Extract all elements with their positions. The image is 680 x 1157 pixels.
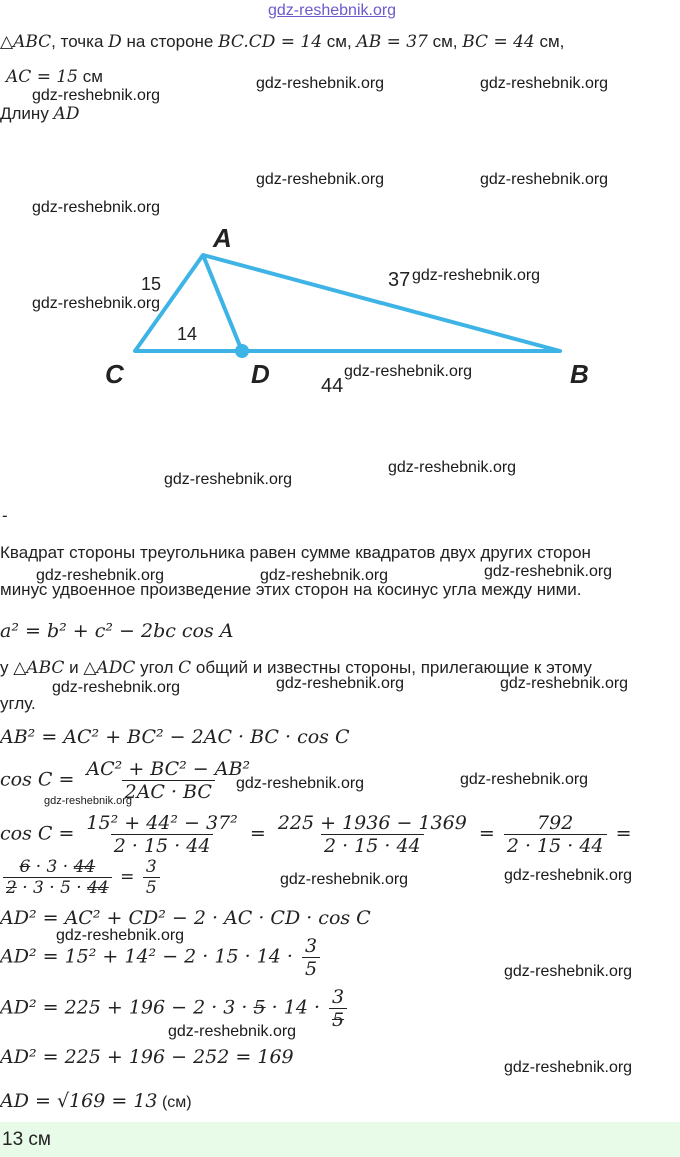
common-angle-line-2: углу. xyxy=(0,694,36,713)
text: у xyxy=(0,658,14,677)
point-d: D xyxy=(108,32,122,52)
theory-line-2: минус удвоенное произведение этих сторон на косинус угла между ними. xyxy=(0,580,582,599)
watermark: gdz-reshebnik.org xyxy=(480,75,609,92)
triangle-adc: △ADC xyxy=(83,658,136,678)
eq3-fraction-3 xyxy=(504,812,607,857)
eq3-fraction-1 xyxy=(83,812,240,857)
answer-text: 13 см xyxy=(2,1129,51,1150)
eq4-fraction-cancel xyxy=(3,857,112,898)
watermark: gdz-reshebnik.org xyxy=(388,459,517,476)
watermark: gdz-reshebnik.org xyxy=(256,171,385,188)
numerator xyxy=(17,857,99,877)
cancelled-44: 44 xyxy=(73,857,96,877)
ac-value: AC = 15 xyxy=(6,67,78,87)
side-ab-label: 37 xyxy=(388,269,411,291)
text: угол xyxy=(135,658,179,677)
site-link[interactable]: gdz-reshebnik.org xyxy=(268,2,397,19)
eq3-fraction-2 xyxy=(275,812,470,857)
watermark: gdz-reshebnik.org xyxy=(276,675,405,692)
watermark: gdz-reshebnik.org xyxy=(236,775,365,792)
cd-value: CD = 14 xyxy=(248,32,323,52)
triangle-abc: △ABC xyxy=(0,32,52,52)
numerator: AC² + BC² − AB² xyxy=(86,758,251,780)
angle-c: C xyxy=(178,658,192,678)
text: общий и известны стороны, прилегающие к этому xyxy=(191,658,592,677)
equals: = xyxy=(478,822,495,845)
cancelled-6: 6 xyxy=(19,857,31,877)
watermark: gdz-reshebnik.org xyxy=(412,267,541,284)
equals: = xyxy=(120,867,135,887)
cancelled-44: 44 xyxy=(87,878,109,898)
side-cd-label: 14 xyxy=(177,324,198,344)
text: , точка xyxy=(51,32,109,51)
denominator: 2AC · BC xyxy=(122,780,215,803)
separator-dash: - xyxy=(2,506,8,525)
watermark: gdz-reshebnik.org xyxy=(460,771,589,788)
triangle-abc: △ABC xyxy=(13,658,65,678)
watermark: gdz-reshebnik.org xyxy=(504,867,633,884)
eq3-tail: = xyxy=(615,822,632,845)
cancelled-2: 2 xyxy=(6,878,17,898)
watermark: gdz-reshebnik.org xyxy=(52,679,181,696)
watermark: gdz-reshebnik.org xyxy=(32,295,161,312)
equation-9 xyxy=(0,1090,192,1112)
eq6-text: AD² = 15² + 14² − 2 · 15 · 14 · xyxy=(0,945,293,968)
watermark: gdz-reshebnik.org xyxy=(500,675,629,692)
equation-4 xyxy=(0,857,163,898)
watermark: gdz-reshebnik.org xyxy=(36,567,165,584)
watermark: gdz-reshebnik.org xyxy=(44,795,133,807)
text: · 3 · xyxy=(30,857,74,877)
denominator: 5 xyxy=(143,877,160,898)
unit: см xyxy=(77,67,103,86)
bc-value: BC = 44 xyxy=(462,32,535,52)
watermark: gdz-reshebnik.org xyxy=(32,87,161,104)
ab-value: AB = 37 xyxy=(356,32,428,52)
side-bc-label: 44 xyxy=(321,375,344,397)
answer-box xyxy=(0,1122,680,1157)
unit: см, xyxy=(322,32,357,51)
equation-3 xyxy=(0,812,631,857)
watermark: gdz-reshebnik.org xyxy=(280,871,409,888)
text: и xyxy=(64,658,84,677)
watermark: gdz-reshebnik.org xyxy=(484,563,613,580)
problem-line-2 xyxy=(6,67,103,87)
equation-1: AB² = AC² + BC² − 2AC · BC · cos C xyxy=(0,726,350,748)
watermark: gdz-reshebnik.org xyxy=(480,171,609,188)
eq7-fraction xyxy=(329,986,347,1031)
text: Длину xyxy=(0,104,54,123)
label-a: A xyxy=(213,223,232,253)
watermark: gdz-reshebnik.org xyxy=(504,963,633,980)
watermark: gdz-reshebnik.org xyxy=(504,1059,633,1076)
equation-5: AD² = AC² + CD² − 2 · AC · CD · cos C xyxy=(0,907,371,929)
theory-line-1: Квадрат стороны треугольника равен сумме квадратов двух других сторон xyxy=(0,543,591,562)
watermark: gdz-reshebnik.org xyxy=(56,927,185,944)
numerator: 15² + 44² − 37² xyxy=(86,812,238,834)
ad-var: AD xyxy=(53,104,80,124)
denominator: 2 · 15 · 44 xyxy=(111,834,214,857)
label-c: C xyxy=(105,359,124,389)
problem-line-1 xyxy=(0,32,564,52)
segment-ad xyxy=(203,255,242,351)
watermark: gdz-reshebnik.org xyxy=(344,363,473,380)
numerator: 225 + 1936 − 1369 xyxy=(277,812,467,834)
eq7-text: · 14 · xyxy=(265,996,320,1019)
denominator: 5 xyxy=(302,957,320,980)
side-ac-label: 15 xyxy=(141,274,162,294)
side-bc: BC. xyxy=(218,32,249,52)
text: · 3 · 5 · xyxy=(16,878,88,898)
denominator: 2 · 15 · 44 xyxy=(321,834,424,857)
point-d-dot xyxy=(235,344,249,358)
denominator xyxy=(3,877,112,898)
ad-result: AD = √169 = 13 xyxy=(0,1090,158,1112)
numerator: 3 xyxy=(304,935,318,957)
eq2-lhs: cos C = xyxy=(0,768,75,791)
numerator: 3 xyxy=(332,986,345,1008)
numerator: 3 xyxy=(145,857,157,877)
watermark: gdz-reshebnik.org xyxy=(32,199,161,216)
cancelled-5: 5 xyxy=(253,996,266,1019)
equation-8: AD² = 225 + 196 − 252 = 169 xyxy=(0,1046,294,1068)
label-d: D xyxy=(251,359,270,389)
numerator: 792 xyxy=(537,812,574,834)
eq4-result xyxy=(143,857,160,898)
equals: = xyxy=(249,822,266,845)
unit: см, xyxy=(427,32,463,51)
unit: (см) xyxy=(157,1094,192,1111)
denominator: 2 · 15 · 44 xyxy=(504,834,607,857)
denominator: 5 xyxy=(329,1008,347,1031)
eq6-fraction xyxy=(302,935,320,980)
label-b: B xyxy=(570,359,589,389)
law-of-cosines: a² = b² + c² − 2bc cos A xyxy=(0,620,234,642)
eq7-text: AD² = 225 + 196 − 2 · 3 · xyxy=(0,996,254,1019)
eq3-lhs: cos C = xyxy=(0,822,75,845)
unit: см, xyxy=(534,32,565,51)
problem-line-3 xyxy=(0,104,79,124)
triangle-diagram xyxy=(0,180,680,600)
watermark: gdz-reshebnik.org xyxy=(168,1023,297,1040)
watermark: gdz-reshebnik.org xyxy=(260,567,389,584)
watermark: gdz-reshebnik.org xyxy=(256,75,385,92)
text: на стороне xyxy=(121,32,219,51)
watermark: gdz-reshebnik.org xyxy=(164,471,293,488)
